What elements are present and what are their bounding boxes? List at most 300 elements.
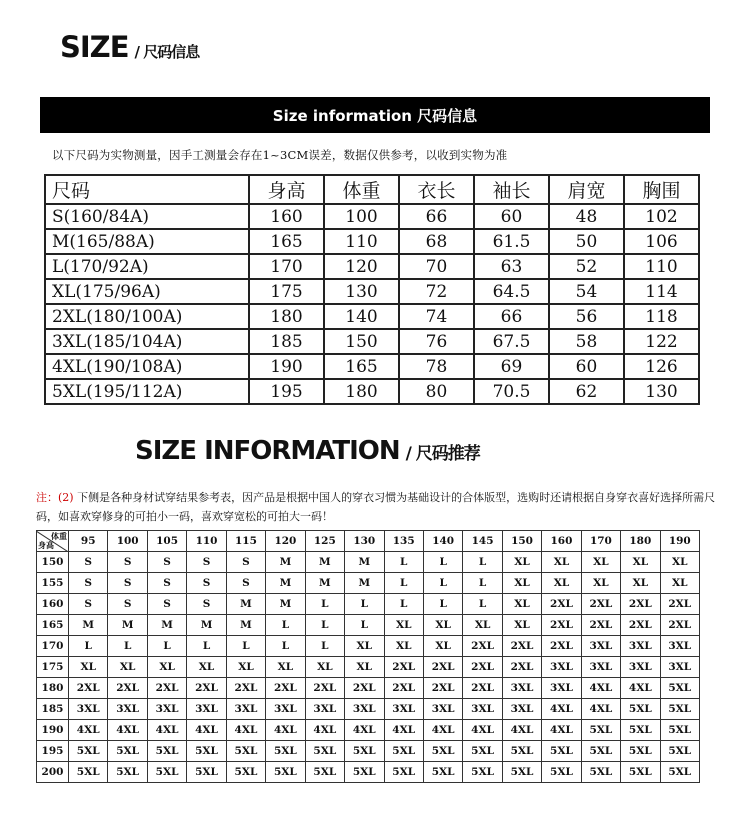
recommended-size-cell: XL: [542, 573, 581, 594]
recommended-size-cell: XL: [345, 636, 384, 657]
size-value-cell: 52: [549, 254, 624, 279]
size-information-title-main: SIZE INFORMATION: [135, 436, 400, 466]
recommended-size-cell: L: [423, 594, 462, 615]
size-value-cell: 180: [249, 304, 324, 329]
recommendation-row: [37, 741, 700, 762]
recommended-size-cell: L: [305, 594, 344, 615]
recommended-size-cell: 5XL: [108, 741, 147, 762]
recommended-size-cell: L: [266, 636, 305, 657]
recommended-size-cell: S: [226, 552, 265, 573]
size-title-sub: / 尺码信息: [134, 43, 200, 61]
weight-header-cell: 160: [542, 531, 581, 552]
size-value-cell: 50: [549, 229, 624, 254]
size-chart-row: [45, 379, 699, 404]
recommended-size-cell: L: [384, 552, 423, 573]
recommendation-row: [37, 552, 700, 573]
weight-header-cell: 145: [463, 531, 502, 552]
recommended-size-cell: L: [463, 573, 502, 594]
recommended-size-cell: 2XL: [621, 615, 660, 636]
recommended-size-cell: L: [69, 636, 108, 657]
recommended-size-cell: M: [226, 594, 265, 615]
recommended-size-cell: 2XL: [187, 678, 226, 699]
size-value-cell: 114: [624, 279, 699, 304]
size-value-cell: 70.5: [474, 379, 549, 404]
size-value-cell: 165: [324, 354, 399, 379]
size-information-title: [135, 436, 480, 466]
size-value-cell: 56: [549, 304, 624, 329]
recommended-size-cell: L: [423, 573, 462, 594]
recommended-size-cell: 5XL: [660, 699, 699, 720]
size-value-cell: 80: [399, 379, 474, 404]
recommended-size-cell: 2XL: [581, 615, 620, 636]
recommended-size-cell: 2XL: [542, 615, 581, 636]
size-chart-row: [45, 304, 699, 329]
recommended-size-cell: S: [147, 552, 186, 573]
size-chart-header-cell: 肩宽: [549, 175, 624, 204]
recommended-size-cell: 3XL: [423, 699, 462, 720]
recommended-size-cell: 3XL: [660, 636, 699, 657]
recommended-size-cell: S: [108, 552, 147, 573]
recommended-size-cell: S: [147, 573, 186, 594]
recommended-size-cell: M: [187, 615, 226, 636]
corner-diagonal: [37, 531, 68, 551]
size-value-cell: 130: [624, 379, 699, 404]
height-header-cell: 175: [37, 657, 69, 678]
recommended-size-cell: L: [384, 573, 423, 594]
height-header-cell: 190: [37, 720, 69, 741]
recommended-size-cell: 3XL: [226, 699, 265, 720]
recommended-size-cell: XL: [305, 657, 344, 678]
weight-header-cell: 105: [147, 531, 186, 552]
recommended-size-cell: 5XL: [621, 741, 660, 762]
recommended-size-cell: 4XL: [581, 678, 620, 699]
size-value-cell: 61.5: [474, 229, 549, 254]
recommended-size-cell: 5XL: [147, 741, 186, 762]
size-value-cell: 68: [399, 229, 474, 254]
recommended-size-cell: L: [423, 552, 462, 573]
weight-header-cell: 170: [581, 531, 620, 552]
corner-cell: [37, 531, 69, 552]
recommended-size-cell: 5XL: [660, 720, 699, 741]
recommended-size-cell: 5XL: [502, 762, 541, 783]
weight-header-cell: 190: [660, 531, 699, 552]
recommended-size-cell: 5XL: [660, 678, 699, 699]
recommended-size-cell: 3XL: [384, 699, 423, 720]
recommended-size-cell: 2XL: [502, 657, 541, 678]
weight-header-row: [37, 531, 700, 552]
recommendation-row: [37, 615, 700, 636]
recommended-size-cell: L: [345, 594, 384, 615]
recommended-size-cell: 4XL: [581, 699, 620, 720]
recommendation-row: [37, 636, 700, 657]
recommended-size-cell: S: [69, 573, 108, 594]
recommended-size-cell: XL: [581, 573, 620, 594]
size-value-cell: 160: [249, 204, 324, 229]
recommended-size-cell: L: [305, 636, 344, 657]
recommended-size-cell: L: [345, 615, 384, 636]
size-value-cell: 66: [474, 304, 549, 329]
recommended-size-cell: 5XL: [345, 741, 384, 762]
recommended-size-cell: 2XL: [423, 678, 462, 699]
recommended-size-cell: L: [187, 636, 226, 657]
size-value-cell: 48: [549, 204, 624, 229]
size-info-banner: Size information 尺码信息: [40, 97, 710, 133]
size-value-cell: 64.5: [474, 279, 549, 304]
recommended-size-cell: L: [226, 636, 265, 657]
size-chart-row: [45, 354, 699, 379]
recommended-size-cell: M: [108, 615, 147, 636]
recommended-size-cell: XL: [384, 636, 423, 657]
size-value-cell: 72: [399, 279, 474, 304]
note-text: 下侧是各种身材试穿结果参考表，因产品是根据中国人的穿衣习惯为基础设计的合体版型，选购时还请根据自身穿衣喜好选择所需尺码，如喜欢穿修身的可拍小一码，喜欢穿宽松的可拍大一码！: [36, 491, 716, 523]
size-value-cell: 195: [249, 379, 324, 404]
size-value-cell: 170: [249, 254, 324, 279]
height-header-cell: 185: [37, 699, 69, 720]
recommended-size-cell: 4XL: [502, 720, 541, 741]
recommended-size-cell: XL: [660, 573, 699, 594]
size-value-cell: 102: [624, 204, 699, 229]
recommendation-row: [37, 720, 700, 741]
recommended-size-cell: 5XL: [581, 762, 620, 783]
size-value-cell: 60: [549, 354, 624, 379]
recommended-size-cell: 5XL: [266, 762, 305, 783]
recommended-size-cell: 3XL: [502, 699, 541, 720]
size-label-cell: XL(175/96A): [45, 279, 249, 304]
recommendation-row: [37, 762, 700, 783]
recommended-size-cell: 3XL: [108, 699, 147, 720]
recommended-size-cell: XL: [502, 615, 541, 636]
recommended-size-cell: 5XL: [581, 741, 620, 762]
size-chart-row: [45, 279, 699, 304]
recommended-size-cell: XL: [345, 657, 384, 678]
height-header-cell: 160: [37, 594, 69, 615]
recommended-size-cell: 5XL: [423, 762, 462, 783]
recommended-size-cell: M: [147, 615, 186, 636]
recommended-size-cell: 5XL: [384, 741, 423, 762]
size-value-cell: 122: [624, 329, 699, 354]
recommended-size-cell: 5XL: [69, 762, 108, 783]
recommended-size-cell: XL: [384, 615, 423, 636]
recommended-size-cell: S: [187, 573, 226, 594]
recommended-size-cell: 4XL: [266, 720, 305, 741]
recommended-size-cell: L: [463, 552, 502, 573]
size-value-cell: 175: [249, 279, 324, 304]
size-value-cell: 100: [324, 204, 399, 229]
size-value-cell: 190: [249, 354, 324, 379]
recommended-size-cell: XL: [147, 657, 186, 678]
recommended-size-cell: XL: [423, 615, 462, 636]
recommended-size-cell: L: [147, 636, 186, 657]
size-value-cell: 58: [549, 329, 624, 354]
size-value-cell: 60: [474, 204, 549, 229]
size-value-cell: 78: [399, 354, 474, 379]
size-title-main: SIZE: [60, 30, 129, 64]
recommendation-row: [37, 594, 700, 615]
recommended-size-cell: S: [187, 552, 226, 573]
recommended-size-cell: 4XL: [621, 678, 660, 699]
recommended-size-cell: 5XL: [266, 741, 305, 762]
recommended-size-cell: 2XL: [463, 657, 502, 678]
size-value-cell: 66: [399, 204, 474, 229]
recommended-size-cell: M: [266, 594, 305, 615]
recommended-size-cell: XL: [502, 594, 541, 615]
recommended-size-cell: 5XL: [69, 741, 108, 762]
size-chart-header-cell: 体重: [324, 175, 399, 204]
recommended-size-cell: XL: [187, 657, 226, 678]
recommended-size-cell: 5XL: [147, 762, 186, 783]
recommended-size-cell: 2XL: [384, 657, 423, 678]
height-header-cell: 170: [37, 636, 69, 657]
recommended-size-cell: 5XL: [384, 762, 423, 783]
size-value-cell: 74: [399, 304, 474, 329]
recommended-size-cell: XL: [226, 657, 265, 678]
recommended-size-cell: 2XL: [69, 678, 108, 699]
size-title: [60, 30, 199, 64]
size-label-cell: 4XL(190/108A): [45, 354, 249, 379]
recommended-size-cell: L: [108, 636, 147, 657]
size-value-cell: 110: [624, 254, 699, 279]
recommended-size-cell: S: [147, 594, 186, 615]
size-chart-header-row: [45, 175, 699, 204]
recommended-size-cell: S: [187, 594, 226, 615]
size-value-cell: 54: [549, 279, 624, 304]
weight-header-cell: 95: [69, 531, 108, 552]
recommended-size-cell: 5XL: [660, 741, 699, 762]
recommended-size-cell: 3XL: [69, 699, 108, 720]
weight-header-cell: 140: [423, 531, 462, 552]
recommendation-row: [37, 657, 700, 678]
recommended-size-cell: 3XL: [660, 657, 699, 678]
recommended-size-cell: 2XL: [384, 678, 423, 699]
recommended-size-cell: 2XL: [660, 594, 699, 615]
weight-header-cell: 110: [187, 531, 226, 552]
size-label-cell: S(160/84A): [45, 204, 249, 229]
size-chart-row: [45, 204, 699, 229]
recommended-size-cell: 2XL: [345, 678, 384, 699]
recommended-size-cell: 4XL: [69, 720, 108, 741]
recommended-size-cell: 3XL: [581, 657, 620, 678]
size-value-cell: 126: [624, 354, 699, 379]
size-chart-table: [44, 174, 700, 405]
recommended-size-cell: 5XL: [187, 741, 226, 762]
recommended-size-cell: M: [345, 573, 384, 594]
recommended-size-cell: 5XL: [226, 762, 265, 783]
size-chart-header-cell: 身高: [249, 175, 324, 204]
recommended-size-cell: 2XL: [502, 636, 541, 657]
recommended-size-cell: 2XL: [266, 678, 305, 699]
weight-header-cell: 150: [502, 531, 541, 552]
size-value-cell: 180: [324, 379, 399, 404]
recommended-size-cell: 3XL: [542, 657, 581, 678]
size-value-cell: 118: [624, 304, 699, 329]
recommended-size-cell: 4XL: [305, 720, 344, 741]
recommended-size-cell: XL: [463, 615, 502, 636]
recommended-size-cell: XL: [581, 552, 620, 573]
size-chart-header-cell: 袖长: [474, 175, 549, 204]
size-label-cell: M(165/88A): [45, 229, 249, 254]
weight-header-cell: 180: [621, 531, 660, 552]
recommendation-row: [37, 573, 700, 594]
recommended-size-cell: 3XL: [502, 678, 541, 699]
recommended-size-cell: L: [384, 594, 423, 615]
size-chart-row: [45, 229, 699, 254]
recommended-size-cell: 2XL: [621, 594, 660, 615]
recommended-size-cell: 5XL: [108, 762, 147, 783]
recommended-size-cell: 2XL: [660, 615, 699, 636]
size-value-cell: 76: [399, 329, 474, 354]
recommended-size-cell: M: [305, 573, 344, 594]
recommended-size-cell: 5XL: [305, 741, 344, 762]
note-prefix: 注：(2): [36, 491, 74, 504]
recommended-size-cell: M: [266, 573, 305, 594]
weight-header-cell: 120: [266, 531, 305, 552]
recommended-size-cell: 2XL: [147, 678, 186, 699]
recommended-size-cell: 4XL: [226, 720, 265, 741]
recommended-size-cell: 3XL: [581, 636, 620, 657]
size-value-cell: 165: [249, 229, 324, 254]
recommended-size-cell: 4XL: [345, 720, 384, 741]
recommended-size-cell: S: [108, 573, 147, 594]
height-header-cell: 150: [37, 552, 69, 573]
recommended-size-cell: 5XL: [305, 762, 344, 783]
recommended-size-cell: 5XL: [542, 762, 581, 783]
recommended-size-cell: 3XL: [542, 678, 581, 699]
recommended-size-cell: S: [69, 552, 108, 573]
recommended-size-cell: 5XL: [463, 741, 502, 762]
size-value-cell: 150: [324, 329, 399, 354]
size-value-cell: 110: [324, 229, 399, 254]
recommended-size-cell: M: [345, 552, 384, 573]
recommended-size-cell: 4XL: [463, 720, 502, 741]
recommended-size-cell: S: [69, 594, 108, 615]
recommended-size-cell: 5XL: [423, 741, 462, 762]
recommended-size-cell: XL: [423, 636, 462, 657]
recommended-size-cell: 5XL: [621, 762, 660, 783]
recommended-size-cell: XL: [69, 657, 108, 678]
recommended-size-cell: 4XL: [384, 720, 423, 741]
size-label-cell: L(170/92A): [45, 254, 249, 279]
size-value-cell: 63: [474, 254, 549, 279]
recommended-size-cell: M: [226, 615, 265, 636]
weight-header-cell: 100: [108, 531, 147, 552]
size-value-cell: 130: [324, 279, 399, 304]
recommended-size-cell: 3XL: [305, 699, 344, 720]
recommended-size-cell: 5XL: [187, 762, 226, 783]
recommended-size-cell: 4XL: [542, 699, 581, 720]
recommended-size-cell: 4XL: [108, 720, 147, 741]
size-value-cell: 140: [324, 304, 399, 329]
weight-header-cell: 125: [305, 531, 344, 552]
recommended-size-cell: 3XL: [621, 636, 660, 657]
size-label-cell: 2XL(180/100A): [45, 304, 249, 329]
corner-height-label: 身高: [38, 540, 54, 550]
recommended-size-cell: 4XL: [542, 720, 581, 741]
weight-header-cell: 115: [226, 531, 265, 552]
height-header-cell: 180: [37, 678, 69, 699]
size-information-title-sub: / 尺码推荐: [405, 444, 480, 464]
size-value-cell: 62: [549, 379, 624, 404]
size-value-cell: 106: [624, 229, 699, 254]
recommendation-note: [36, 488, 716, 526]
size-value-cell: 67.5: [474, 329, 549, 354]
height-header-cell: 195: [37, 741, 69, 762]
size-recommendation-table: [36, 530, 700, 783]
recommended-size-cell: L: [463, 594, 502, 615]
size-value-cell: 120: [324, 254, 399, 279]
recommended-size-cell: M: [266, 552, 305, 573]
measurement-note: 以下尺码为实物测量，因手工测量会存在1~3CM误差，数据仅供参考，以收到实物为准: [52, 148, 508, 162]
recommendation-row: [37, 678, 700, 699]
recommended-size-cell: S: [226, 573, 265, 594]
recommended-size-cell: 2XL: [463, 636, 502, 657]
recommended-size-cell: XL: [502, 573, 541, 594]
height-header-cell: 165: [37, 615, 69, 636]
recommended-size-cell: 5XL: [621, 720, 660, 741]
recommended-size-cell: 5XL: [345, 762, 384, 783]
recommended-size-cell: 2XL: [542, 636, 581, 657]
recommended-size-cell: 5XL: [542, 741, 581, 762]
recommended-size-cell: M: [69, 615, 108, 636]
recommended-size-cell: 2XL: [226, 678, 265, 699]
size-chart-row: [45, 254, 699, 279]
recommended-size-cell: 3XL: [463, 699, 502, 720]
recommended-size-cell: 2XL: [542, 594, 581, 615]
recommended-size-cell: L: [305, 615, 344, 636]
height-header-cell: 155: [37, 573, 69, 594]
recommended-size-cell: 4XL: [147, 720, 186, 741]
recommended-size-cell: 3XL: [147, 699, 186, 720]
recommended-size-cell: 2XL: [423, 657, 462, 678]
corner-weight-label: 体重: [51, 531, 67, 541]
weight-header-cell: 130: [345, 531, 384, 552]
recommended-size-cell: M: [305, 552, 344, 573]
recommended-size-cell: XL: [542, 552, 581, 573]
recommended-size-cell: XL: [621, 573, 660, 594]
recommended-size-cell: 3XL: [621, 657, 660, 678]
recommended-size-cell: 2XL: [581, 594, 620, 615]
recommendation-row: [37, 699, 700, 720]
recommended-size-cell: 3XL: [187, 699, 226, 720]
recommended-size-cell: 2XL: [108, 678, 147, 699]
recommended-size-cell: L: [266, 615, 305, 636]
recommended-size-cell: XL: [621, 552, 660, 573]
recommended-size-cell: XL: [108, 657, 147, 678]
size-value-cell: 185: [249, 329, 324, 354]
size-value-cell: 70: [399, 254, 474, 279]
size-chart-header-cell: 衣长: [399, 175, 474, 204]
recommended-size-cell: 5XL: [226, 741, 265, 762]
recommended-size-cell: 2XL: [305, 678, 344, 699]
recommended-size-cell: 3XL: [345, 699, 384, 720]
recommended-size-cell: 5XL: [463, 762, 502, 783]
recommended-size-cell: 4XL: [187, 720, 226, 741]
weight-header-cell: 135: [384, 531, 423, 552]
recommended-size-cell: 2XL: [463, 678, 502, 699]
recommended-size-cell: 5XL: [502, 741, 541, 762]
recommended-size-cell: XL: [266, 657, 305, 678]
height-header-cell: 200: [37, 762, 69, 783]
size-value-cell: 69: [474, 354, 549, 379]
recommended-size-cell: XL: [660, 552, 699, 573]
size-label-cell: 5XL(195/112A): [45, 379, 249, 404]
recommended-size-cell: 5XL: [660, 762, 699, 783]
size-chart-header-cell: 尺码: [45, 175, 249, 204]
recommended-size-cell: XL: [502, 552, 541, 573]
recommended-size-cell: S: [108, 594, 147, 615]
size-label-cell: 3XL(185/104A): [45, 329, 249, 354]
recommended-size-cell: 3XL: [266, 699, 305, 720]
recommended-size-cell: 5XL: [581, 720, 620, 741]
